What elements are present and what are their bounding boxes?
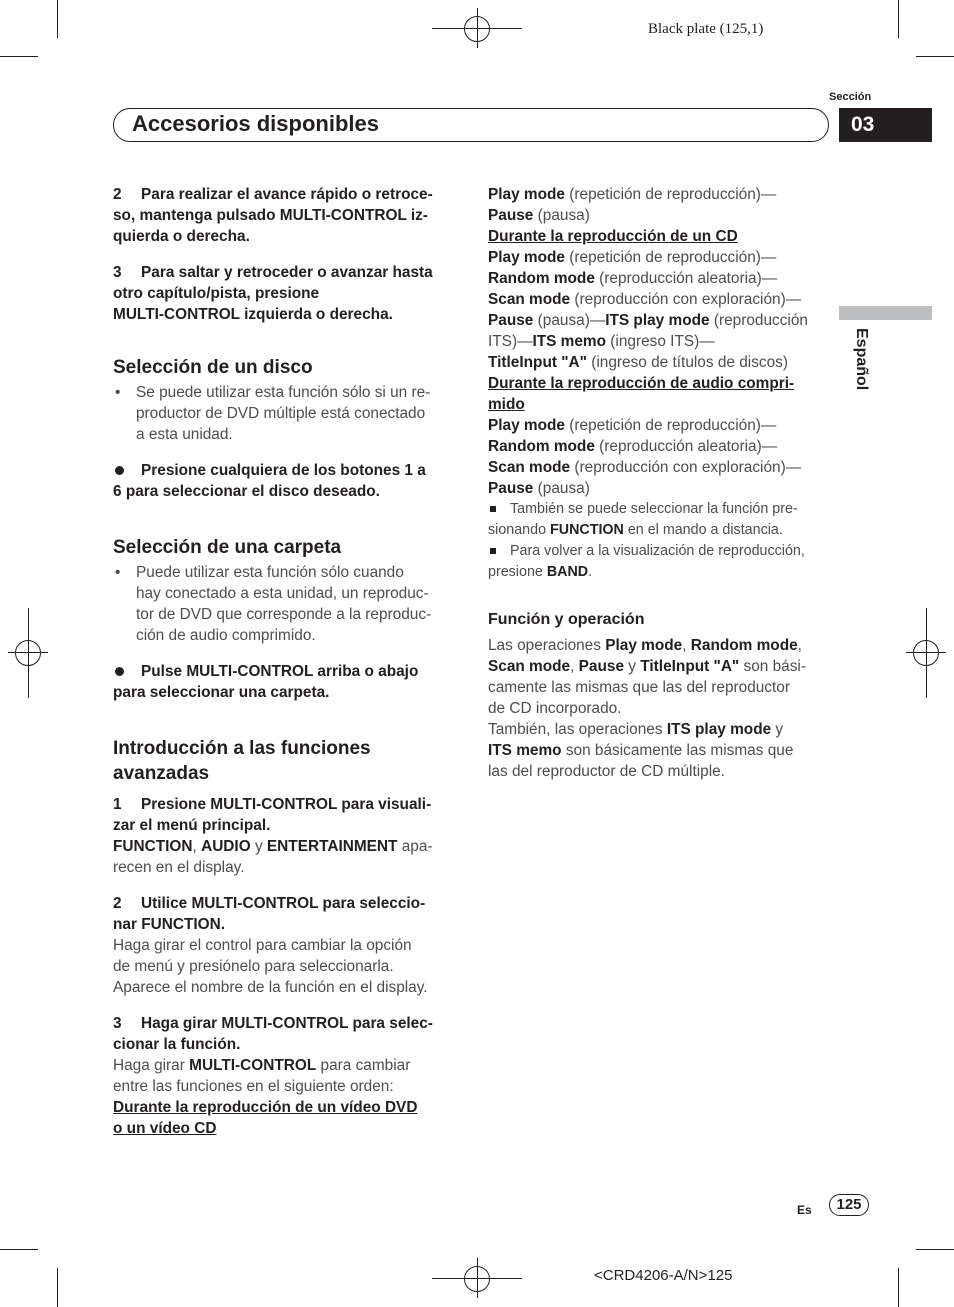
mode-line: Pause (pausa)—ITS play mode (reproducción	[488, 312, 808, 329]
intro-step-3-text: entre las funciones en el siguiente orden:	[113, 1078, 394, 1095]
intro-step-2-line: nar FUNCTION.	[113, 916, 226, 933]
language-code: Es	[797, 1203, 812, 1217]
mode-line: Pause (pausa)	[488, 480, 590, 497]
note-function: También se puede seleccionar la función pre-	[488, 499, 833, 520]
funcion-text: de CD incorporado.	[488, 700, 622, 717]
heading-funcion: Función y operación	[488, 611, 645, 628]
mode-line: Random mode (reproducción aleatoria)—	[488, 438, 778, 455]
crop-mark	[898, 0, 899, 38]
intro-step-2-text: de menú y presiónelo para seleccionarla.	[113, 958, 394, 975]
heading-disco: Selección de un disco	[113, 357, 313, 378]
bullet-disco: • Se puede utilizar esta función sólo si un re- productor de DVD múltiple está conectado a esta unidad.	[113, 382, 455, 445]
funcion-text: las del reproductor de CD múltiple.	[488, 763, 725, 780]
intro-step-2-text: Haga girar el control para cambiar la opción	[113, 937, 412, 954]
mode-line: Random mode (reproducción aleatoria)—	[488, 270, 778, 287]
crop-mark	[0, 1249, 38, 1250]
note-band-line: presione BAND.	[488, 564, 593, 580]
mode-line: ITS)—ITS memo (ingreso ITS)—	[488, 333, 715, 350]
heading-intro: Introducción a las funciones avanzadas	[113, 738, 371, 784]
intro-step-1: 1 Presione MULTI-CONTROL para visuali-	[113, 796, 432, 813]
crop-mark	[57, 0, 58, 38]
registration-circle	[464, 1266, 490, 1292]
funcion-text: Las operaciones Play mode, Random mode,	[488, 637, 802, 654]
page-number: 125	[829, 1194, 869, 1216]
bullet-carpeta: • Puede utilizar esta función sólo cuando hay conectado a esta unidad, un reproduc- tor de DVD que corresponde a la reproduc- ción de audio comprimido.	[113, 562, 455, 646]
mode-line: Scan mode (reproducción con exploración)—	[488, 291, 802, 308]
subheading-dvd: o un vídeo CD	[113, 1120, 217, 1137]
funcion-text: También, las operaciones ITS play mode y	[488, 721, 784, 738]
funcion-text: Scan mode, Pause y TitleInput "A" son bási-	[488, 658, 806, 675]
registration-circle	[464, 16, 490, 42]
instruction-carpeta: Pulse MULTI-CONTROL arriba o abajo	[113, 661, 455, 682]
document-code: <CRD4206-A/N>125	[594, 1267, 733, 1284]
subheading-dvd: Durante la reproducción de un vídeo DVD	[113, 1099, 418, 1116]
intro-step-3-text: Haga girar MULTI-CONTROL para cambiar	[113, 1057, 411, 1074]
funcion-text: ITS memo son básicamente las mismas que	[488, 742, 794, 759]
note-function-line: sionando FUNCTION en el mando a distancia.	[488, 522, 783, 538]
instruction-disco: Presione cualquiera de los botones 1 a	[113, 460, 455, 481]
right-column	[488, 184, 833, 782]
heading-carpeta: Selección de una carpeta	[113, 537, 342, 558]
language-label: Español	[853, 328, 870, 391]
step-2-line: quierda o derecha.	[113, 228, 250, 245]
step-3: 3 Para saltar y retroceder o avanzar hasta	[113, 264, 433, 281]
crop-mark	[898, 1268, 899, 1307]
intro-step-2: 2 Utilice MULTI-CONTROL para seleccio-	[113, 895, 426, 912]
crop-mark	[916, 56, 954, 57]
mode-line: Pause (pausa)	[488, 207, 590, 224]
left-column	[113, 184, 455, 1139]
registration-circle	[15, 640, 41, 666]
subheading-cd: Durante la reproducción de un CD	[488, 228, 738, 245]
subheading-compressed: mido	[488, 396, 525, 413]
mode-line: Play mode (repetición de reproducción)—	[488, 417, 777, 434]
step-3-line: MULTI-CONTROL izquierda o derecha.	[113, 306, 393, 323]
mode-line: Play mode (repetición de reproducción)—	[488, 249, 777, 266]
note-band: Para volver a la visualización de reproducción,	[488, 541, 833, 562]
mode-line: Scan mode (reproducción con exploración)—	[488, 459, 802, 476]
subheading-compressed: Durante la reproducción de audio compri-	[488, 375, 795, 392]
crop-mark	[57, 1268, 58, 1307]
header-bar	[113, 108, 829, 142]
page-title: Accesorios disponibles	[132, 111, 379, 136]
intro-step-3: 3 Haga girar MULTI-CONTROL para selec-	[113, 1015, 433, 1032]
intro-step-1-text: FUNCTION, AUDIO y ENTERTAINMENT apa-	[113, 838, 433, 855]
mode-line: Play mode (repetición de reproducción)—	[488, 186, 777, 203]
crop-mark	[0, 56, 38, 57]
instruction-disco-line: 6 para seleccionar el disco deseado.	[113, 483, 380, 500]
registration-circle	[913, 640, 939, 666]
intro-step-2-text: Aparece el nombre de la función en el display.	[113, 979, 428, 996]
intro-step-3-line: cionar la función.	[113, 1036, 241, 1053]
section-label: Sección	[829, 91, 872, 103]
plate-label: Black plate (125,1)	[648, 21, 764, 37]
intro-step-1-text: recen en el display.	[113, 859, 245, 876]
step-2-line: so, mantenga pulsado MULTI-CONTROL iz-	[113, 207, 428, 224]
mode-line: TitleInput "A" (ingreso de títulos de discos)	[488, 354, 788, 371]
step-2: 2 Para realizar el avance rápido o retroce-	[113, 186, 433, 203]
section-number: 03	[839, 108, 932, 142]
language-tab	[839, 306, 932, 320]
step-3-line: otro capítulo/pista, presione	[113, 285, 320, 302]
intro-step-1-line: zar el menú principal.	[113, 817, 271, 834]
funcion-text: camente las mismas que las del reproductor	[488, 679, 790, 696]
crop-mark	[916, 1249, 954, 1250]
instruction-carpeta-line: para seleccionar una carpeta.	[113, 684, 330, 701]
